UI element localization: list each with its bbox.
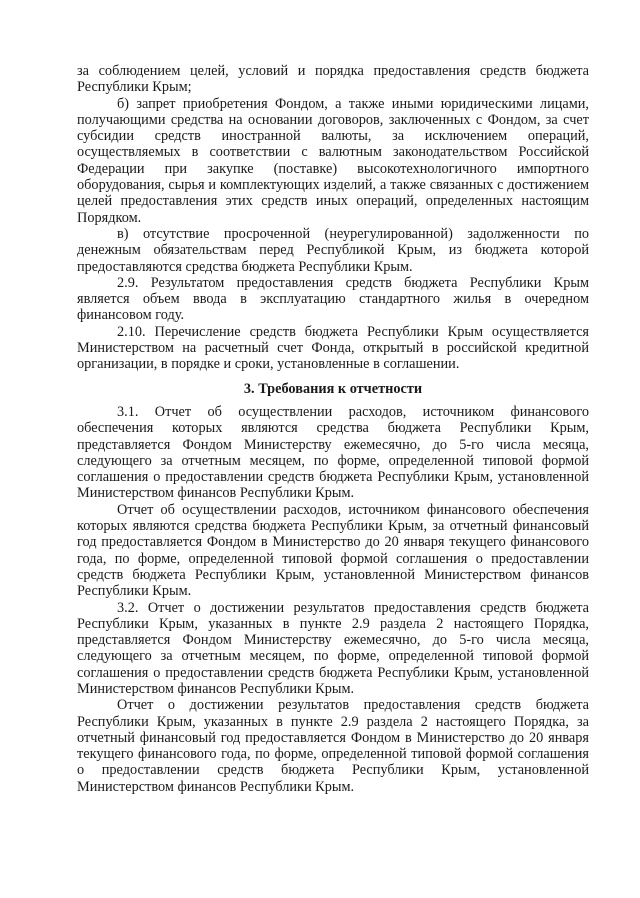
- paragraph-continuation: за соблюдением целей, условий и порядка предоставления средств бюджета Республики Крым;: [77, 63, 589, 96]
- paragraph-item-v: в) отсутствие просроченной (неурегулированной) задолженности по денежным обязательствам перед Республикой Крым, из бюджета которой предоставляются средства бюджета Республики Крым.: [77, 225, 589, 275]
- paragraph-3-1: 3.1. Отчет об осуществлении расходов, источником финансового обеспечения которых являются средства бюджета Республики Крым, представляется Фондом Министерству ежемесячно, до 5-го числа месяца, следующего за отчетным месяцем, по форме, определенной типовой формой соглашения о предоставлении средств бюджета Республики Крым, установленной Министерством финансов Республики Крым.: [77, 403, 589, 502]
- paragraph-item-b: б) запрет приобретения Фондом, а также иными юридическими лицами, получающими средства на основании договоров, заключенных с Фондом, за счет субсидии средств иностранной валюты, за исключением операций, осуществляемых в соответствии с валютным законодательством Российской Федерации при закупке (поставке) высокотехнологичного импортного оборудования, сырья и комплектующих изделий, а также связанных с достижением целей предоставления этих средств иных операций, определенных настоящим Порядком.: [77, 95, 589, 226]
- section-heading: 3. Требования к отчетности: [243, 380, 423, 397]
- paragraph-2-9: 2.9. Результатом предоставления средств бюджета Республики Крым является объем ввода в эксплуатацию стандартного жилья в очередном финансовом году.: [77, 274, 589, 324]
- paragraph-3-1-annual: Отчет об осуществлении расходов, источником финансового обеспечения которых являются средства бюджета Республики Крым, за отчетный финансовый год предоставляется Фондом в Министерство до 20 января текущего финансового года, по форме, определенной типовой формой соглашения о предоставлении средств бюджета Республики Крым, установленной Министерством финансов Республики Крым.: [77, 501, 589, 600]
- paragraph-2-10: 2.10. Перечисление средств бюджета Республики Крым осуществляется Министерством на расчетный счет Фонда, открытый в российской кредитной организации, в порядке и сроки, установленные в соглашении.: [77, 323, 589, 373]
- document-page: [77, 63, 589, 795]
- paragraph-3-2-annual: Отчет о достижении результатов предоставления средств бюджета Республики Крым, указанных в пункте 2.9 раздела 2 настоящего Порядка, за отчетный финансовый год предоставляется Фондом в Министерство до 20 января текущего финансового года, по форме, определенной типовой формой соглашения о предоставлении средств бюджета Республики Крым, установленной Министерством финансов Республики Крым.: [77, 697, 589, 795]
- paragraph-3-2: 3.2. Отчет о достижении результатов предоставления средств бюджета Республики Крым, указанных в пункте 2.9 раздела 2 настоящего Порядка, представляется Фондом Министерству ежемесячно, до 5-го числа месяца, следующего за отчетным месяцем, по форме, определенной типовой формой соглашения о предоставлении средств бюджета Республики Крым, установленной Министерством финансов Республики Крым.: [77, 599, 589, 697]
